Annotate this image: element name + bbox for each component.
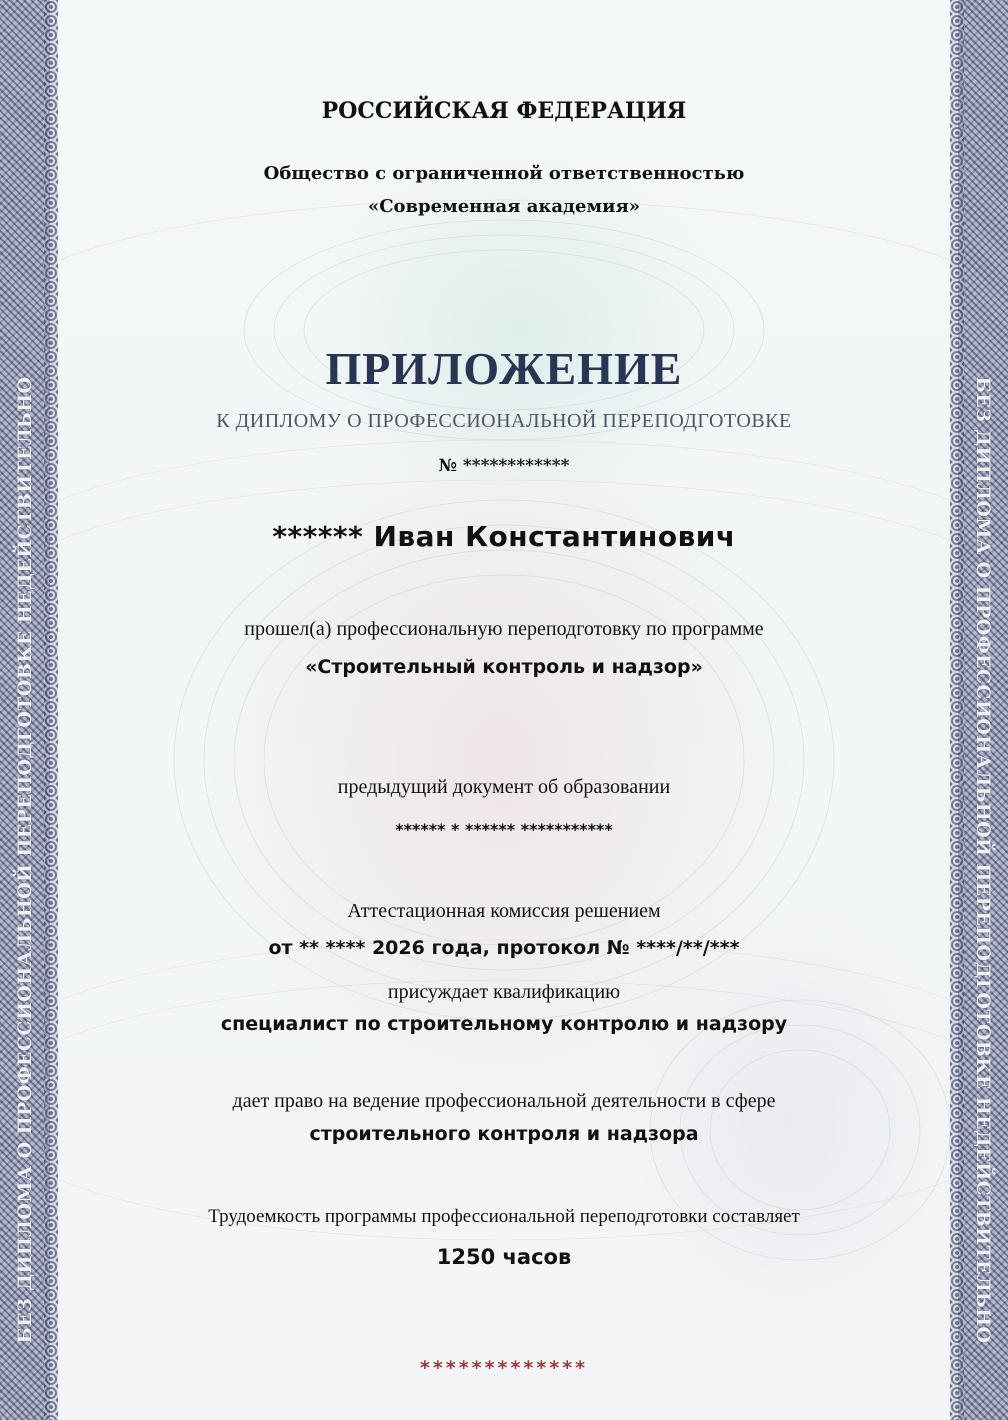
qualification: специалист по строительному контролю и надзору	[220, 1013, 788, 1035]
previous-document-value: ****** * ****** ***********	[395, 820, 613, 839]
country-heading: РОССИЙСКАЯ ФЕДЕРАЦИЯ	[321, 98, 687, 124]
previous-document-label: предыдущий документ об образовании	[337, 776, 671, 798]
decision-text: от ** **** 2026 года, протокол № ****/**/***	[268, 937, 740, 959]
serial-number: *************	[419, 1357, 589, 1379]
hours: 1250 часов	[436, 1245, 572, 1269]
sphere: строительного контроля и надзора	[309, 1123, 699, 1145]
passed-text: прошел(а) профессиональную переподготовку по программе	[244, 618, 764, 640]
right-text: дает право на ведение профессиональной деятельности в сфере	[232, 1090, 776, 1112]
organization-line-2: «Современная академия»	[367, 196, 641, 217]
document-number: № ************	[438, 456, 570, 476]
document-subtitle: К ДИПЛОМУ О ПРОФЕССИОНАЛЬНОЙ ПЕРЕПОДГОТОВКЕ	[216, 410, 792, 432]
commission-text: Аттестационная комиссия решением	[347, 900, 661, 922]
left-border-text: БЕЗ ДИПЛОМА О ПРОФЕССИОНАЛЬНОЙ ПЕРЕПОДГОТОВКЕ НЕДЕЙСТВИТЕЛЬНО	[14, 376, 36, 1344]
organization-line-1: Общество с ограниченной ответственностью	[263, 163, 745, 184]
labor-text: Трудоемкость программы профессиональной переподготовки составляет	[208, 1206, 800, 1227]
holder-name: ****** Иван Константинович	[272, 520, 736, 553]
program-name: «Строительный контроль и надзор»	[305, 656, 703, 678]
document-title: ПРИЛОЖЕНИЕ	[325, 343, 683, 394]
awards-text: присуждает квалификацию	[387, 981, 621, 1003]
right-border-text: БЕЗ ДИПЛОМА О ПРОФЕССИОНАЛЬНОЙ ПЕРЕПОДГОТОВКЕ НЕДЕЙСТВИТЕЛЬНО	[972, 376, 994, 1344]
